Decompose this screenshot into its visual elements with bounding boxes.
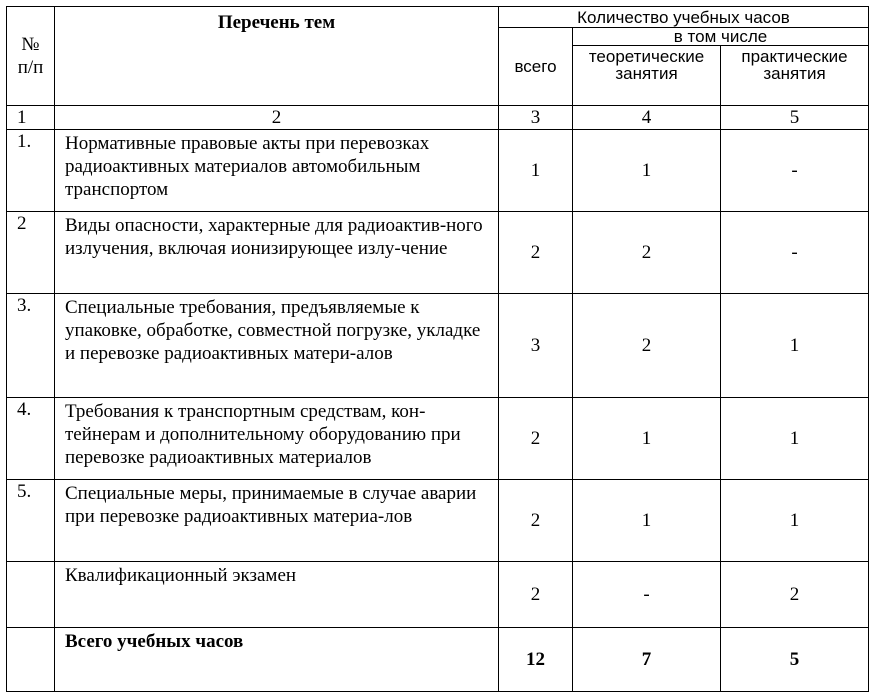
row-practice: - — [721, 130, 869, 212]
row-practice: - — [721, 212, 869, 294]
header-practice: практические занятия — [721, 46, 869, 106]
row-theory: 2 — [573, 294, 721, 398]
totals-total: 12 — [499, 628, 573, 692]
column-number-row — [7, 106, 869, 130]
col-number: 4 — [573, 106, 721, 130]
header-total: всего — [499, 28, 573, 106]
header-num: № п/п — [7, 7, 55, 106]
row-total: 2 — [499, 212, 573, 294]
row-total: 2 — [499, 562, 573, 628]
table-row — [7, 480, 869, 562]
col-number: 5 — [721, 106, 869, 130]
table-row — [7, 212, 869, 294]
table-row — [7, 562, 869, 628]
row-total: 3 — [499, 294, 573, 398]
header-topics: Перечень тем — [55, 7, 499, 106]
totals-num — [7, 628, 55, 692]
totals-label: Всего учебных часов — [55, 628, 499, 692]
row-num: 3. — [7, 294, 55, 398]
table-row — [7, 130, 869, 212]
col-number: 1 — [7, 106, 55, 130]
row-practice: 2 — [721, 562, 869, 628]
row-topic: Нормативные правовые акты при перевозках радиоактивных материалов автомобильным транспортом — [55, 130, 499, 212]
row-topic: Квалификационный экзамен — [55, 562, 499, 628]
totals-practice: 5 — [721, 628, 869, 692]
row-practice: 1 — [721, 398, 869, 480]
row-total: 2 — [499, 398, 573, 480]
totals-row — [7, 628, 869, 692]
header-theory: теоретические занятия — [573, 46, 721, 106]
row-topic: Требования к транспортным средствам, кон-тейнерам и дополнительному оборудованию при перевозке радиоактивных материалов — [55, 398, 499, 480]
row-theory: 1 — [573, 480, 721, 562]
row-theory: 2 — [573, 212, 721, 294]
col-number: 2 — [55, 106, 499, 130]
row-theory: 1 — [573, 130, 721, 212]
row-theory: 1 — [573, 398, 721, 480]
row-practice: 1 — [721, 480, 869, 562]
table-row — [7, 294, 869, 398]
totals-theory: 7 — [573, 628, 721, 692]
row-num: 4. — [7, 398, 55, 480]
row-theory: - — [573, 562, 721, 628]
row-num: 5. — [7, 480, 55, 562]
curriculum-table — [6, 6, 869, 692]
row-total: 1 — [499, 130, 573, 212]
table-row — [7, 398, 869, 480]
col-number: 3 — [499, 106, 573, 130]
row-topic: Специальные меры, принимаемые в случае аварии при перевозке радиоактивных материа-лов — [55, 480, 499, 562]
row-total: 2 — [499, 480, 573, 562]
row-topic: Виды опасности, характерные для радиоактив-ного излучения, включая ионизирующее излу-чение — [55, 212, 499, 294]
row-practice: 1 — [721, 294, 869, 398]
row-topic: Специальные требования, предъявляемые к упаковке, обработке, совместной погрузке, укладке и перевозке радиоактивных матери-алов — [55, 294, 499, 398]
row-num: 1. — [7, 130, 55, 212]
row-num: 2 — [7, 212, 55, 294]
header-hours: Количество учебных часов — [499, 7, 869, 28]
row-num — [7, 562, 55, 628]
header-including: в том числе — [573, 28, 869, 46]
